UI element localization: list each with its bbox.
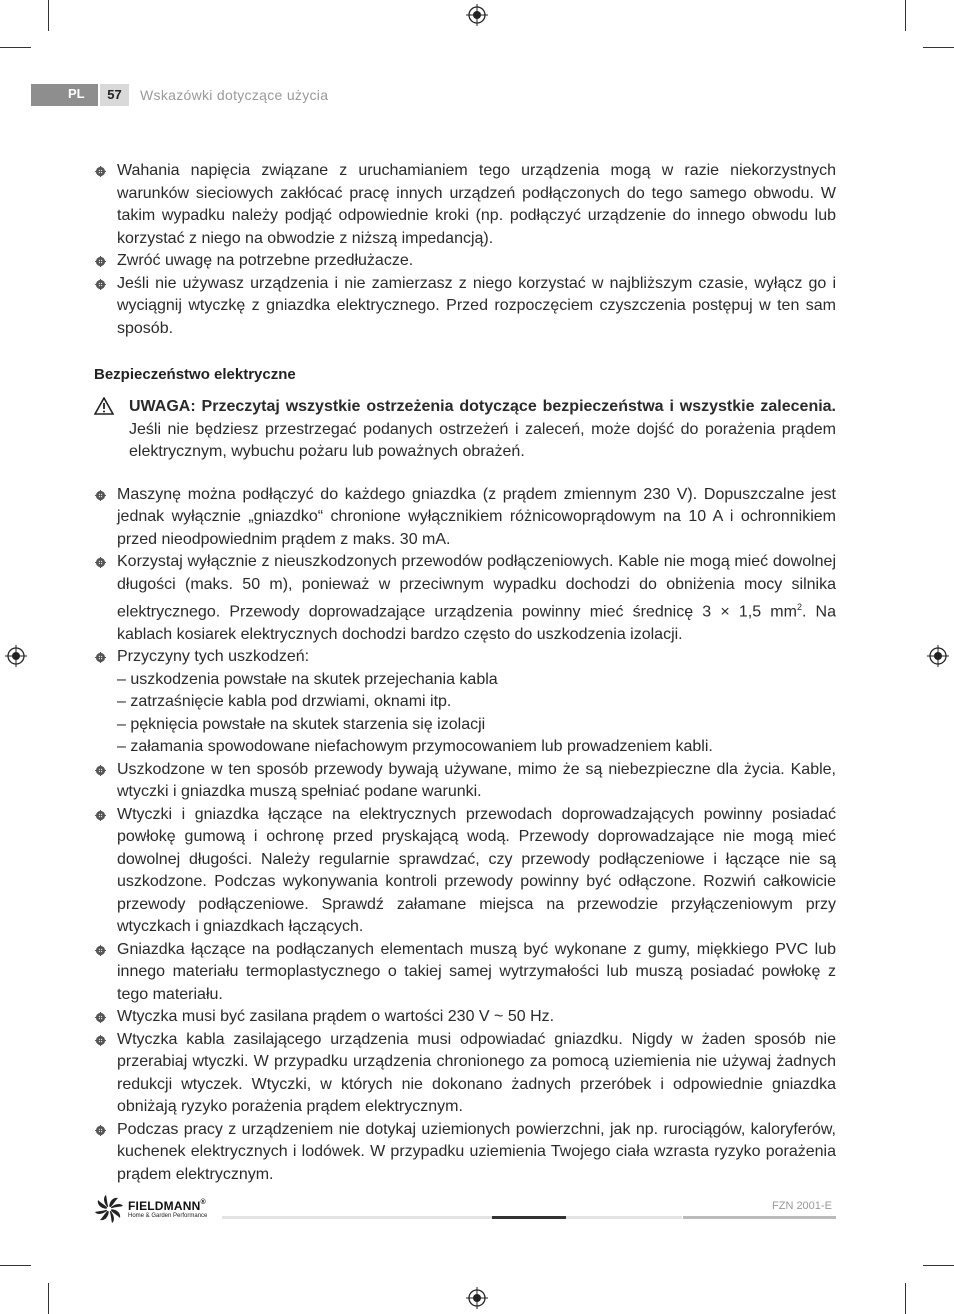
page-number: 57	[100, 84, 129, 106]
footer-divider	[683, 1216, 836, 1219]
list-item	[94, 1029, 836, 1119]
list-item	[94, 160, 836, 250]
list-item-text: Korzystaj wyłącznie z nieuszkodzonych przewodów podłączeniowych. Kable nie mogą mieć dowolnej długości (maks. 50 m), ponieważ w przeciwnym wypadku dochodzi do obniżenia mocy silnika elektrycznego. Przewody doprowadzające urządzenia powinny mieć średnicę 3 × 1,5 mm	[117, 553, 836, 621]
list-item	[94, 646, 836, 669]
model-number: FZN 2001-E	[772, 1200, 832, 1212]
list-item	[94, 551, 836, 646]
list-item-text: Uszkodzone w ten sposób przewody bywają używane, mimo że są niebezpieczne dla życia. Kable, wtyczki i gniazdka muszą spełniać podane warunki.	[117, 760, 836, 801]
fieldmann-logo-icon	[94, 1194, 124, 1224]
footer-divider	[566, 1216, 682, 1219]
list-item-text: Zwróć uwagę na potrzebne przedłużacze.	[117, 252, 414, 269]
bullet-icon	[95, 256, 106, 267]
crop-mark	[48, 0, 49, 31]
list-item	[94, 939, 836, 1007]
crop-mark	[905, 1283, 906, 1314]
registration-mark-icon	[5, 645, 27, 667]
list-item	[94, 484, 836, 552]
sub-list-item: – załamania spowodowane niefachowym przymocowaniem lub prowadzeniem kabli.	[117, 738, 713, 756]
list-item-text: Podczas pracy z urządzeniem nie dotykaj uziemionych powierzchni, jak np. rurociągów, kaloryferów, kuchenek elektrycznych i lodówek. W przypadku uziemienia Twojego ciała wzrasta ryzyko porażenia prądem elektrycznym.	[117, 1120, 836, 1183]
bullet-icon	[95, 945, 106, 956]
crop-mark	[905, 0, 906, 31]
sub-list-item: – uszkodzenia powstałe na skutek przejechania kabla	[117, 670, 498, 688]
list-item	[94, 1006, 836, 1029]
warning-block	[94, 396, 836, 464]
footer-divider	[492, 1216, 566, 1219]
crop-mark	[923, 47, 954, 48]
crop-mark	[0, 47, 31, 48]
section-heading: Bezpieczeństwo elektryczne	[94, 366, 296, 383]
bullet-icon	[95, 557, 106, 568]
section-header-title: Wskazówki dotyczące użycia	[140, 87, 329, 103]
list-item-text: Maszynę można podłączyć do każdego gniazdka (z prądem zmiennym 230 V). Dopuszczalne jest jednak wyłącznie „gniazdko“ chronione wyłącznikiem różnicowoprądowym na 10 A i ochronnikiem przed nieodpowiednim prądem z maks. 30 mA.	[117, 485, 836, 548]
bullet-icon	[95, 279, 106, 290]
registration-mark-icon	[466, 4, 488, 26]
footer-divider	[222, 1216, 492, 1219]
bullet-icon	[95, 1125, 106, 1136]
sub-list-item: – pęknięcia powstałe na skutek starzenia się izolacji	[117, 715, 486, 733]
crop-mark	[0, 1265, 31, 1266]
list-item	[94, 804, 836, 939]
crop-mark	[48, 1283, 49, 1314]
warning-text: Jeśli nie będziesz przestrzegać podanych ostrzeżeń i zaleceń, może dojść do porażenia prądem elektrycznym, wybuchu pożaru lub poważnych obrażeń.	[129, 420, 836, 460]
list-item-text: Wahania napięcia związane z uruchamianiem tego urządzenia mogą w razie niekorzystnych warunków sieciowych zakłócać pracę innych urządzeń podłączonych do tego samego obwodu. W takim wypadku należy podjąć odpowiednie kroki (np. podłączyć urządzenie do innego obwodu lub korzystać z niego na obwodzie z niższą impedancją).	[117, 162, 836, 247]
registration-mark-icon	[466, 1287, 488, 1309]
list-item	[94, 1119, 836, 1187]
bullet-icon	[95, 166, 106, 177]
bullet-icon	[95, 765, 106, 776]
brand-tagline: Home & Garden Performance	[128, 1213, 208, 1219]
list-item-text: Jeśli nie używasz urządzenia i nie zamierzasz z niego korzystać w najbliższym czasie, wyłącz go i wyciągnij wtyczkę z gniazdka elektrycznego. Przed rozpoczęciem czyszczenia postępuj w ten sam sposób.	[117, 274, 836, 337]
bullet-icon	[95, 810, 106, 821]
list-item	[94, 273, 836, 341]
language-code: PL	[68, 86, 85, 101]
brand-name: FIELDMANN®	[128, 1199, 206, 1213]
bullet-icon	[95, 652, 106, 663]
sub-list-item: – zatrzaśnięcie kabla pod drzwiami, oknami itp.	[117, 693, 452, 711]
list-item-text: Wtyczki i gniazdka łączące na elektrycznych przewodach doprowadzających powinny posiadać powłokę gumową i ochronę przed pryskającą wodą. Przewody doprowadzające nie mogą mieć dowolnej długości. Należy regularnie sprawdzać, czy przewody podłączeniowe i łączące nie są uszkodzone. Podczas wykonywania kontroli przewody powinny być odłączone. Rozwiń całkowicie przewody podłączeniowe. Sprawdź załamane miejsca na przewodzie przyłączeniowym przy wtyczkach i gniazdkach łączących.	[117, 805, 836, 936]
page-content	[94, 160, 836, 1186]
bullet-icon	[95, 1012, 106, 1023]
registration-mark-icon	[927, 645, 949, 667]
header-bar	[31, 84, 98, 106]
superscript: 2	[796, 602, 802, 612]
warning-triangle-icon	[94, 397, 114, 415]
list-item-text: . Na kablach kosiarek elektrycznych dochodzi bardzo często do uszkodzenia izolacji.	[117, 603, 837, 643]
warning-bold-text: UWAGA: Przeczytaj wszystkie ostrzeżenia dotyczące bezpieczeństwa i wszystkie zalecenia.	[129, 398, 836, 415]
bullet-icon	[95, 1035, 106, 1046]
list-item-text: Wtyczka kabla zasilającego urządzenia musi odpowiadać gniazdku. Nigdy w żaden sposób nie przerabiaj wtyczki. W przypadku urządzenia chronionego za pomocą uziemienia nie używaj żadnych redukcji wtyczek. Wtyczki, w których nie dokonano żadnych przeróbek i odpowiednie gniazdka obniżają ryzyko porażenia prądem elektrycznym.	[117, 1030, 836, 1116]
list-item-text: Przyczyny tych uszkodzeń:	[117, 648, 310, 666]
list-item-text: Wtyczka musi być zasilana prądem o wartości 230 V ~ 50 Hz.	[117, 1008, 555, 1026]
list-item-text: Gniazdka łączące na podłączanych elementach muszą być wykonane z gumy, miękkiego PVC lub innego materiału termoplastycznego o takiej samej wytrzymałości lub muszą posiadać powłokę z tego materiału.	[117, 940, 836, 1003]
bullet-icon	[95, 490, 106, 501]
crop-mark	[923, 1265, 954, 1266]
list-item	[94, 759, 836, 804]
list-item	[94, 250, 836, 273]
